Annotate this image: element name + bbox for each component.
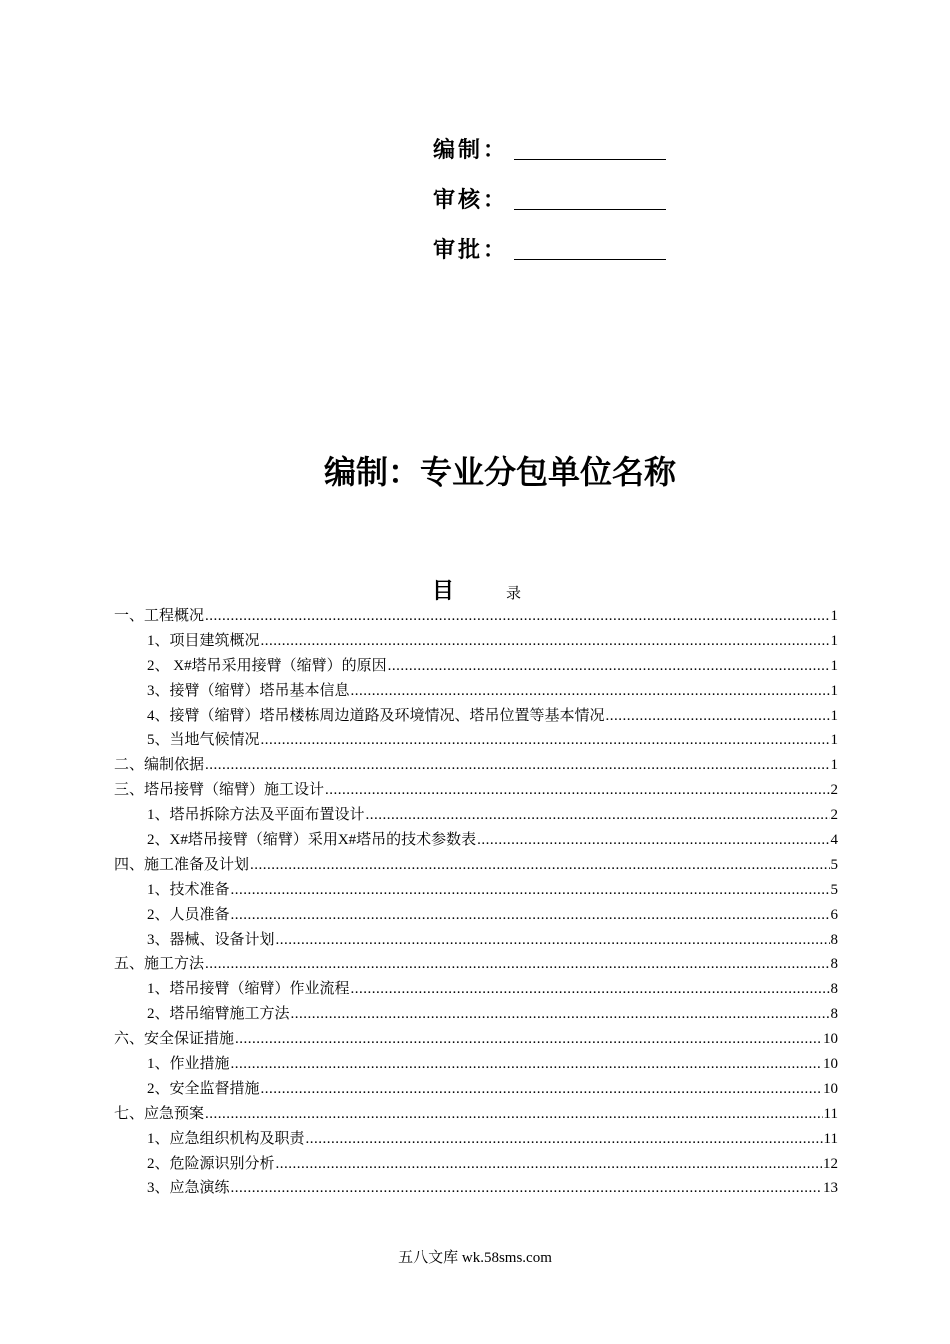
- toc-entry-title: 六、安全保证措施: [114, 1031, 235, 1048]
- signature-label: 编制：: [433, 138, 509, 163]
- toc-entry-title: 2、人员准备: [147, 906, 230, 923]
- toc-entry[interactable]: [114, 803, 838, 828]
- toc-entry-title: 一、工程概况: [114, 607, 205, 624]
- toc-entry-title: 3、接臂（缩臂）塔吊基本信息: [147, 682, 350, 699]
- toc-entry[interactable]: [114, 728, 838, 753]
- toc-entry-title: 3、器械、设备计划: [147, 931, 275, 948]
- toc-leader-dots: [351, 982, 830, 997]
- toc-leader-dots: [388, 659, 830, 674]
- toc-entry-page: 1: [830, 607, 838, 624]
- toc-entry[interactable]: [114, 1077, 838, 1102]
- toc-leader-dots: [261, 733, 830, 748]
- toc-entry[interactable]: [114, 903, 838, 928]
- toc-entry-page: 8: [830, 1006, 838, 1023]
- toc-entry[interactable]: [114, 1002, 838, 1027]
- toc-entry-page: 4: [830, 831, 838, 848]
- toc-entry[interactable]: [114, 853, 838, 878]
- toc-entry-page: 2: [830, 782, 838, 799]
- toc-leader-dots: [351, 684, 830, 699]
- toc-entry-page: 12: [823, 1155, 838, 1172]
- toc-entry-title: 二、编制依据: [114, 757, 205, 774]
- toc-leader-dots: [261, 1082, 822, 1097]
- toc-leader-dots: [477, 833, 829, 848]
- toc-leader-dots: [306, 1132, 823, 1147]
- toc-entry[interactable]: [114, 1176, 838, 1201]
- toc-entry-page: 2: [830, 807, 838, 824]
- signature-label: 审批：: [433, 238, 509, 263]
- toc-entry-title: 三、塔吊接臂（缩臂）施工设计: [114, 782, 325, 799]
- toc-entry-title: 2、 X#塔吊采用接臂（缩臂）的原因: [147, 657, 387, 674]
- toc-entry[interactable]: [114, 778, 838, 803]
- toc-leader-dots: [231, 1181, 822, 1196]
- toc-leader-dots: [276, 1157, 822, 1172]
- toc-entry-title: 五、施工方法: [114, 956, 205, 973]
- toc-heading-main: 目: [432, 579, 455, 604]
- toc-entry-title: 3、应急演练: [147, 1180, 230, 1197]
- toc-entry-page: 5: [830, 881, 838, 898]
- toc-leader-dots: [231, 1057, 822, 1072]
- table-of-contents: [114, 604, 838, 1201]
- toc-entry-page: 8: [830, 956, 838, 973]
- toc-entry[interactable]: [114, 828, 838, 853]
- toc-leader-dots: [231, 883, 830, 898]
- toc-leader-dots: [205, 609, 829, 624]
- toc-entry-page: 1: [830, 757, 838, 774]
- toc-entry-page: 8: [830, 981, 838, 998]
- toc-entry[interactable]: [114, 977, 838, 1002]
- toc-entry-page: 11: [823, 1130, 838, 1147]
- toc-leader-dots: [205, 1107, 823, 1122]
- toc-leader-dots: [606, 709, 830, 724]
- toc-entry-page: 1: [830, 632, 838, 649]
- toc-entry-page: 8: [830, 931, 838, 948]
- toc-entry[interactable]: [114, 1052, 838, 1077]
- toc-entry[interactable]: [114, 1127, 838, 1152]
- toc-leader-dots: [261, 634, 830, 649]
- toc-entry-title: 1、作业措施: [147, 1055, 230, 1072]
- toc-entry-title: 1、技术准备: [147, 881, 230, 898]
- toc-entry[interactable]: [114, 878, 838, 903]
- toc-entry-title: 1、应急组织机构及职责: [147, 1130, 305, 1147]
- signature-blank-line: [514, 258, 666, 260]
- toc-entry-title: 2、X#塔吊接臂（缩臂）采用X#塔吊的技术参数表: [147, 831, 477, 848]
- toc-leader-dots: [205, 758, 829, 773]
- toc-entry[interactable]: [114, 1102, 838, 1127]
- toc-entry-page: 13: [823, 1180, 838, 1197]
- toc-leader-dots: [325, 783, 829, 798]
- toc-leader-dots: [231, 908, 830, 923]
- toc-entry-page: 1: [830, 682, 838, 699]
- toc-entry[interactable]: [114, 704, 838, 729]
- toc-entry[interactable]: [114, 1152, 838, 1177]
- toc-entry-page: 6: [830, 906, 838, 923]
- toc-entry-page: 1: [830, 707, 838, 724]
- signature-blank-line: [514, 158, 666, 160]
- toc-heading: [432, 574, 521, 605]
- toc-entry-title: 4、接臂（缩臂）塔吊楼栋周边道路及环境情况、塔吊位置等基本情况: [147, 707, 605, 724]
- signature-blank-line: [514, 208, 666, 210]
- toc-entry-title: 1、塔吊接臂（缩臂）作业流程: [147, 981, 350, 998]
- toc-entry-title: 1、塔吊拆除方法及平面布置设计: [147, 807, 365, 824]
- company-title: 编制：专业分包单位名称: [323, 453, 676, 491]
- toc-entry[interactable]: [114, 604, 838, 629]
- toc-entry-title: 2、危险源识别分析: [147, 1155, 275, 1172]
- toc-entry-page: 1: [830, 657, 838, 674]
- signature-label: 审核：: [433, 188, 509, 213]
- toc-entry-page: 10: [823, 1080, 838, 1097]
- signature-reviewed: [433, 180, 666, 214]
- toc-leader-dots: [276, 933, 830, 948]
- toc-entry[interactable]: [114, 629, 838, 654]
- toc-entry-title: 四、施工准备及计划: [114, 856, 250, 873]
- toc-leader-dots: [250, 858, 829, 873]
- signature-approved: [433, 230, 666, 264]
- toc-leader-dots: [235, 1032, 822, 1047]
- footer-watermark: 五八文库 wk.58sms.com: [398, 1250, 552, 1266]
- toc-entry[interactable]: [114, 753, 838, 778]
- toc-entry[interactable]: [114, 654, 838, 679]
- toc-entry[interactable]: [114, 1027, 838, 1052]
- toc-entry-title: 2、塔吊缩臂施工方法: [147, 1006, 290, 1023]
- toc-entry[interactable]: [114, 679, 838, 704]
- toc-entry-page: 1: [830, 732, 838, 749]
- toc-entry-title: 1、项目建筑概况: [147, 632, 260, 649]
- toc-entry-page: 10: [823, 1031, 838, 1048]
- toc-entry-page: 11: [823, 1105, 838, 1122]
- toc-entry[interactable]: [114, 928, 838, 953]
- toc-leader-dots: [205, 957, 829, 972]
- toc-heading-sub: 录: [506, 586, 522, 602]
- toc-entry-page: 5: [830, 856, 838, 873]
- toc-entry-title: 2、安全监督措施: [147, 1080, 260, 1097]
- toc-leader-dots: [291, 1007, 830, 1022]
- toc-entry-title: 5、当地气候情况: [147, 732, 260, 749]
- toc-entry[interactable]: [114, 952, 838, 977]
- toc-entry-title: 七、应急预案: [114, 1105, 205, 1122]
- toc-leader-dots: [366, 808, 830, 823]
- toc-entry-page: 10: [823, 1055, 838, 1072]
- signature-compiled: [433, 130, 666, 164]
